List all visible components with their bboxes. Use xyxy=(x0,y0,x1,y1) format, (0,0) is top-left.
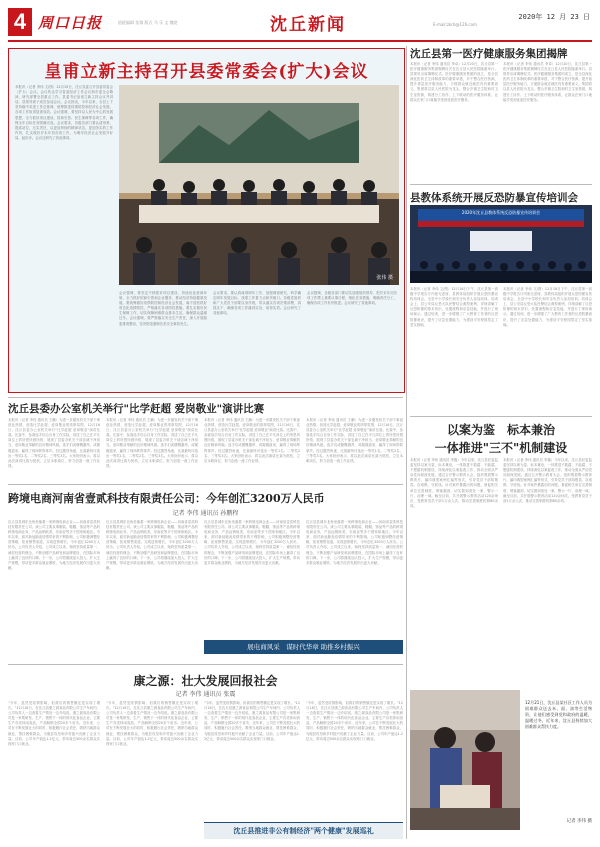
kangzhiyuan-banner-text: 沈丘县推进非公有制经济"两个健康"发展巡礼 xyxy=(233,826,374,835)
speech-col-3: 本报讯（记者 李伟 通讯员 王鹏）为进一步激发机关干部干事创业热情，营造比学赶超、爱岗敬业的浓厚氛围，12月16日，沈丘县委办公室机关举行"比学赶超 爱岗敬业"演讲比赛。比赛中，参赛选手结合自身工作实际，讲述了自己在平凡岗位上的所思所感所悟，展现了县委办机关干部忠诚干净担当、爱岗敬业奉献的良好精神风貌。选手们或慷慨激昂，或娓娓道来，赢得了现场阵阵掌声。经过激烈角逐，比赛最终评选出一等奖1名、二等奖2名、三等奖3名。大家纷纷表示，将以此次演讲比赛为契机，立足本职岗位，努力创造一流工作业绩。 xyxy=(204,418,300,463)
column-separator xyxy=(406,46,407,839)
ecommerce-divider xyxy=(8,664,403,665)
lead-bottom-divider xyxy=(8,397,403,398)
contact-info: E-mail:zkrb@126.com xyxy=(433,22,477,27)
education-body-a: 本报讯（记者 李伟 文/图）12月18日下午，沈丘县第一高级中学报告厅内座无虚席，县教体局组织开展反恐防暴宣传培训会，全县中小学校长和安全负责人参加培训。培训会上，县公安局反恐大队民警结合典型案例，详细讲解了反恐防暴的基本常识、处置流程和应急技能，并进行了现场演示。通过培训，进一步增强了广大教育工作者的反恐防暴意识，提升了应急处置能力，为建设平安校园奠定了坚实基础。 xyxy=(410,287,498,327)
speech-divider xyxy=(8,484,403,485)
meeting-room-illustration xyxy=(119,85,399,285)
lead-body: 本报讯（记者 李伟 文/图）12月15日，沈丘县委召开县委常委会（扩大）会议。会议传达学习省委经济工作会议和市委全会精神，研究部署全县重点工作。县委书记皇甫立新主持会议并讲话。县领导班子成员参加会议。会议指出，今年以来，全县上下坚持稳中求进工作总基调，统筹推进疫情防控和经济社会发展，各项工作取得显著成效。会议强调，要坚持以人民为中心的发展思想，全力抓好项目建设、招商引资、民生保障等各项工作，确保全年目标任务圆满完成。会议要求，各级各部门要认清形势，提高站位，压实责任，以更加昂扬的精神状态、更加务实的工作作风，扎实做好岁末年初各项工作，为明年经济社会发展开好局、起好步。会议还研究了其他事项。 xyxy=(15,85,113,140)
ecommerce-byline: 记者 李伟 通讯员 孙鹏程 xyxy=(172,510,239,517)
lead-meeting-photo xyxy=(119,85,399,285)
kangzhiyuan-byline: 记者 李伟 通讯员 张震 xyxy=(175,691,236,698)
education-body-b: 本报讯（记者 李伟 文/图）12月18日下午，沈丘县第一高级中学报告厅内座无虚席，县教体局组织开展反恐防暴宣传培训会，全县中小学校长和安全负责人参加培训。培训会上，县公安局反恐大队民警结合典型案例，详细讲解了反恐防暴的基本常识、处置流程和应急技能，并进行了现场演示。通过培训，进一步增强了广大教育工作者的反恐防暴意识，提升了应急处置能力，为建设平安校园奠定了坚实基础。 xyxy=(503,287,592,327)
aid-scene-illustration xyxy=(410,690,520,830)
education-headline: 县教体系统开展反恐防暴宣传培训会 xyxy=(410,192,578,204)
section-name: 沈丘新闻 xyxy=(270,15,346,35)
ethics-headline: 以案为鉴 标本兼治 xyxy=(446,423,555,437)
ethics-subheadline: 一体推进"三不"机制建设 xyxy=(434,441,568,455)
kangzhiyuan-headline: 康之源：壮大发展回报社会 xyxy=(133,674,278,688)
ecommerce-banner-text: 展电商风采 谋时代华章 助推乡村振兴 xyxy=(247,643,360,651)
kangzhiyuan-banner xyxy=(204,822,403,839)
kangzhiyuan-col-2: "今年，虽然受疫情影响，但我们的销售额还是实现了增长。"12月16日，在沈丘县康之源食品有限公司生产车间内，公司负责人一边查看生产情况一边介绍说。康之源食品有限公司是一家集研发、生产、销售于一体的现代化食品企业，主要生产各类休闲食品，产品畅销全国20多个省市。近年来，公司在不断发展壮大的同时，积极履行社会责任，吸纳当地群众就业，帮扶困难群众，为脱贫攻坚和乡村振兴贡献了企业力量。目前，公司年产值达1.2亿元，带动周边500余名群众实现家门口就业。 xyxy=(106,701,198,746)
auditorium-illustration xyxy=(410,205,592,283)
education-training-photo xyxy=(410,205,592,283)
speech-col-4: 本报讯（记者 李伟 通讯员 王鹏）为进一步激发机关干部干事创业热情，营造比学赶超、爱岗敬业的浓厚氛围，12月16日，沈丘县委办公室机关举行"比学赶超 爱岗敬业"演讲比赛。比赛中，参赛选手结合自身工作实际，讲述了自己在平凡岗位上的所思所感所悟，展现了县委办机关干部忠诚干净担当、爱岗敬业奉献的良好精神风貌。选手们或慷慨激昂，或娓娓道来，赢得了现场阵阵掌声。经过激烈角逐，比赛最终评选出一等奖1名、二等奖2名、三等奖3名。大家纷纷表示，将以此次演讲比赛为契机，立足本职岗位，努力创造一流工作业绩。 xyxy=(306,418,403,463)
speech-col-1: 本报讯（记者 李伟 通讯员 王鹏）为进一步激发机关干部干事创业热情，营造比学赶超、爱岗敬业的浓厚氛围，12月16日，沈丘县委办公室机关举行"比学赶超 爱岗敬业"演讲比赛。比赛中，参赛选手结合自身工作实际，讲述了自己在平凡岗位上的所思所感所悟，展现了县委办机关干部忠诚干净担当、爱岗敬业奉献的良好精神风貌。选手们或慷慨激昂，或娓娓道来，赢得了现场阵阵掌声。经过激烈角逐，比赛最终评选出一等奖1名、二等奖2名、三等奖3名。大家纷纷表示，将以此次演讲比赛为契机，立足本职岗位，努力创造一流工作业绩。 xyxy=(8,418,100,468)
medical-divider xyxy=(410,184,592,185)
ethics-body-b: 本报讯（记者 李伟 通讯员 李鑫）今年以来，沈丘县纪委监委坚持以案为鉴、标本兼治，一体推进不敢腐、不能腐、不想腐机制建设，持续深化以案促改工作，推动全面从严治党向纵深发展。通过召开警示教育大会、组织观看警示教育片、编印典型案例汇编等形式，引导党员干部知敬畏、存戒惧、守底线。针对案件暴露出的问题，督促相关单位完善制度、堵塞漏洞，切实做到查处一案、警示一片、治理一域。截至目前，共开展警示教育活动120余场次，受教育党员干部1万余人次，推动完善制度机制80余项。 xyxy=(503,458,592,503)
masthead xyxy=(8,6,592,40)
education-divider xyxy=(410,416,592,417)
paper-logo: 周口日报 xyxy=(38,14,103,32)
lead-col-b: 会议要求，要认真谋划明年工作，加强调查研究，科学确定明年发展目标，找准工作着力点和突破口。各级党组织和广大党员干部要以身作则，带头落实各项决策部署，真抓实干，确保各项工作落到实处、取得实效。会议研究了其他事项。 xyxy=(213,291,301,316)
ecommerce-banner xyxy=(204,640,403,654)
lead-headline: 皇甫立新主持召开县委常委会(扩大)会议 xyxy=(44,62,369,82)
masthead-rule xyxy=(8,40,592,42)
medical-headline: 沈丘县第一医疗健康服务集团揭牌 xyxy=(410,48,568,60)
community-aid-photo xyxy=(410,690,520,830)
ethics-body-a: 本报讯（记者 李伟 通讯员 李鑫）今年以来，沈丘县纪委监委坚持以案为鉴、标本兼治，一体推进不敢腐、不能腐、不想腐机制建设，持续深化以案促改工作，推动全面从严治党向纵深发展。通过召开警示教育大会、组织观看警示教育片、编印典型案例汇编等形式，引导党员干部知敬畏、存戒惧、守底线。针对案件暴露出的问题，督促相关单位完善制度、堵塞漏洞，切实做到查处一案、警示一片、治理一域。截至目前，共开展警示教育活动120余场次，受教育党员干部1万余人次，推动完善制度机制80余项。 xyxy=(410,458,498,508)
ecommerce-col-4: 沈丘县县城东北角坐落着一家跨境电商企业——河南省壹贰科技有限责任公司。该公司主要从事服装、鞋帽、饰品等产品的跨境电商业务，产品远销欧美、东南亚等多个国家和地区。今年以来，面对新冠肺炎疫情带来的不利影响，公司积极调整经营策略，拓宽销售渠道，实现逆势增长，今年创汇3200万人民币。公司负责人介绍，公司成立以来，始终坚持质量第一、诚信经营的理念，不断加强产品研发和品牌建设，在国际市场上赢得了良好的口碑。下一步，公司将继续加大投入，扩大生产规模，带动更多群众就业增收，为地方经济发展作出更大贡献。 xyxy=(306,520,403,565)
kangzhiyuan-col-3: "今年，虽然受疫情影响，但我们的销售额还是实现了增长。"12月16日，在沈丘县康之源食品有限公司生产车间内，公司负责人一边查看生产情况一边介绍说。康之源食品有限公司是一家集研发、生产、销售于一体的现代化食品企业，主要生产各类休闲食品，产品畅销全国20多个省市。近年来，公司在不断发展壮大的同时，积极履行社会责任，吸纳当地群众就业，帮扶困难群众，为脱贫攻坚和乡村振兴贡献了企业力量。目前，公司年产值达1.2亿元，带动周边500余名群众实现家门口就业。 xyxy=(204,701,300,741)
ecommerce-headline: 跨境电商河南省壹贰科技有限责任公司：今年创汇3200万人民币 xyxy=(8,492,325,505)
photo-note-credit: 记者 李伟 摄 xyxy=(566,819,592,824)
ecommerce-col-3: 沈丘县县城东北角坐落着一家跨境电商企业——河南省壹贰科技有限责任公司。该公司主要从事服装、鞋帽、饰品等产品的跨境电商业务，产品远销欧美、东南亚等多个国家和地区。今年以来，面对新冠肺炎疫情带来的不利影响，公司积极调整经营策略，拓宽销售渠道，实现逆势增长，今年创汇3200万人民币。公司负责人介绍，公司成立以来，始终坚持质量第一、诚信经营的理念，不断加强产品研发和品牌建设，在国际市场上赢得了良好的口碑。下一步，公司将继续加大投入，扩大生产规模，带动更多群众就业增收，为地方经济发展作出更大贡献。 xyxy=(204,520,300,565)
kangzhiyuan-col-4: "今年，虽然受疫情影响，但我们的销售额还是实现了增长。"12月16日，在沈丘县康之源食品有限公司生产车间内，公司负责人一边查看生产情况一边介绍说。康之源食品有限公司是一家集研发、生产、销售于一体的现代化食品企业，主要生产各类休闲食品，产品畅销全国20多个省市。近年来，公司在不断发展壮大的同时，积极履行社会责任，吸纳当地群众就业，帮扶困难群众，为脱贫攻坚和乡村振兴贡献了企业力量。目前，公司年产值达1.2亿元，带动周边500余名群众实现家门口就业。 xyxy=(306,701,403,741)
page-number: 4 xyxy=(8,8,32,36)
masthead-meta: 值班编辑 张翔 版式 马 乐 文 魏宽 xyxy=(118,20,178,25)
medical-body-a: 本报讯（记者 李伟 通讯员 李卓）12月20日，沈丘县第一医疗健康服务集团揭牌仪式在沈丘县人民医院隆重举行。县领导出席揭牌仪式。医疗健康服务集团的成立，是全县深化医药卫生体制改革的重要举措，对于整合医疗资源、提升基层医疗服务能力、方便群众就近就医具有重要意义。集团将以县人民医院为龙头，整合乡镇卫生院和村卫生室资源，构建分工协作、上下联动的医疗服务体系，让群众在家门口就能享受到优质医疗服务。 xyxy=(410,62,498,102)
lead-col-a: 会议强调，要坚定不移抓好项目建设，持续优化营商环境，全力抓好招商引资和企业服务，推动经济持续健康发展。要统筹做好疫情防控和经济社会发展，毫不放松抓好常态化疫情防控，严格落实各项防控措施。要扎实做好民生保障工作，切实保障困难群众基本生活，确保群众温暖过冬。会议强调，要严格落实安全生产责任，深入开展隐患排查整治，坚决防范遏制各类安全事故发生。 xyxy=(119,291,207,326)
ecommerce-col-2: 沈丘县县城东北角坐落着一家跨境电商企业——河南省壹贰科技有限责任公司。该公司主要从事服装、鞋帽、饰品等产品的跨境电商业务，产品远销欧美、东南亚等多个国家和地区。今年以来，面对新冠肺炎疫情带来的不利影响，公司积极调整经营策略，拓宽销售渠道，实现逆势增长，今年创汇3200万人民币。公司负责人介绍，公司成立以来，始终坚持质量第一、诚信经营的理念，不断加强产品研发和品牌建设，在国际市场上赢得了良好的口碑。下一步，公司将继续加大投入，扩大生产规模，带动更多群众就业增收，为地方经济发展作出更大贡献。 xyxy=(106,520,198,570)
lead-col-c: 会议强调，各级各部门要切实加强组织领导，把岁末年初各项工作摆上重要议事日程，细化任务措施，明确责任分工，确保各项工作有序推进。会议研究了其他事项。 xyxy=(307,291,397,306)
kangzhiyuan-col-1: "今年，虽然受疫情影响，但我们的销售额还是实现了增长。"12月16日，在沈丘县康之源食品有限公司生产车间内，公司负责人一边查看生产情况一边介绍说。康之源食品有限公司是一家集研发、生产、销售于一体的现代化食品企业，主要生产各类休闲食品，产品畅销全国20多个省市。近年来，公司在不断发展壮大的同时，积极履行社会责任，吸纳当地群众就业，帮扶困难群众，为脱贫攻坚和乡村振兴贡献了企业力量。目前，公司年产值达1.2亿元，带动周边500余名群众实现家门口就业。 xyxy=(8,701,100,746)
photo-note-text: 12月21日，沈丘县某社区工作人员为困难群众送去米、面、油等生活物资，让他们感受到党和政府的温暖，温暖过冬。近年来，沈丘县持续加大困难群众帮扶力度。 xyxy=(525,700,592,729)
speech-headline: 沈丘县委办公室机关举行"比学赶超 爱岗敬业"演讲比赛 xyxy=(8,403,265,415)
lead-photo-credit: 张伟 摄 xyxy=(376,275,393,281)
medical-body-b: 本报讯（记者 李伟 通讯员 李卓）12月20日，沈丘县第一医疗健康服务集团揭牌仪式在沈丘县人民医院隆重举行。县领导出席揭牌仪式。医疗健康服务集团的成立，是全县深化医药卫生体制改革的重要举措，对于整合医疗资源、提升基层医疗服务能力、方便群众就近就医具有重要意义。集团将以县人民医院为龙头，整合乡镇卫生院和村卫生室资源，构建分工协作、上下联动的医疗服务体系，让群众在家门口就能享受到优质医疗服务。 xyxy=(503,62,592,102)
speech-col-2: 本报讯（记者 李伟 通讯员 王鹏）为进一步激发机关干部干事创业热情，营造比学赶超、爱岗敬业的浓厚氛围，12月16日，沈丘县委办公室机关举行"比学赶超 爱岗敬业"演讲比赛。比赛中，参赛选手结合自身工作实际，讲述了自己在平凡岗位上的所思所感所悟，展现了县委办机关干部忠诚干净担当、爱岗敬业奉献的良好精神风貌。选手们或慷慨激昂，或娓娓道来，赢得了现场阵阵掌声。经过激烈角逐，比赛最终评选出一等奖1名、二等奖2名、三等奖3名。大家纷纷表示，将以此次演讲比赛为契机，立足本职岗位，努力创造一流工作业绩。 xyxy=(106,418,198,468)
education-photo-banner-text: 2020年沈丘县教体系统反恐防暴宣传培训会 xyxy=(461,210,541,215)
ecommerce-col-1: 沈丘县县城东北角坐落着一家跨境电商企业——河南省壹贰科技有限责任公司。该公司主要从事服装、鞋帽、饰品等产品的跨境电商业务，产品远销欧美、东南亚等多个国家和地区。今年以来，面对新冠肺炎疫情带来的不利影响，公司积极调整经营策略，拓宽销售渠道，实现逆势增长，今年创汇3200万人民币。公司负责人介绍，公司成立以来，始终坚持质量第一、诚信经营的理念，不断加强产品研发和品牌建设，在国际市场上赢得了良好的口碑。下一步，公司将继续加大投入，扩大生产规模，带动更多群众就业增收，为地方经济发展作出更大贡献。 xyxy=(8,520,100,570)
lead-story-frame xyxy=(8,48,405,393)
issue-date: 2020年 12 月 23 日 xyxy=(518,13,590,21)
